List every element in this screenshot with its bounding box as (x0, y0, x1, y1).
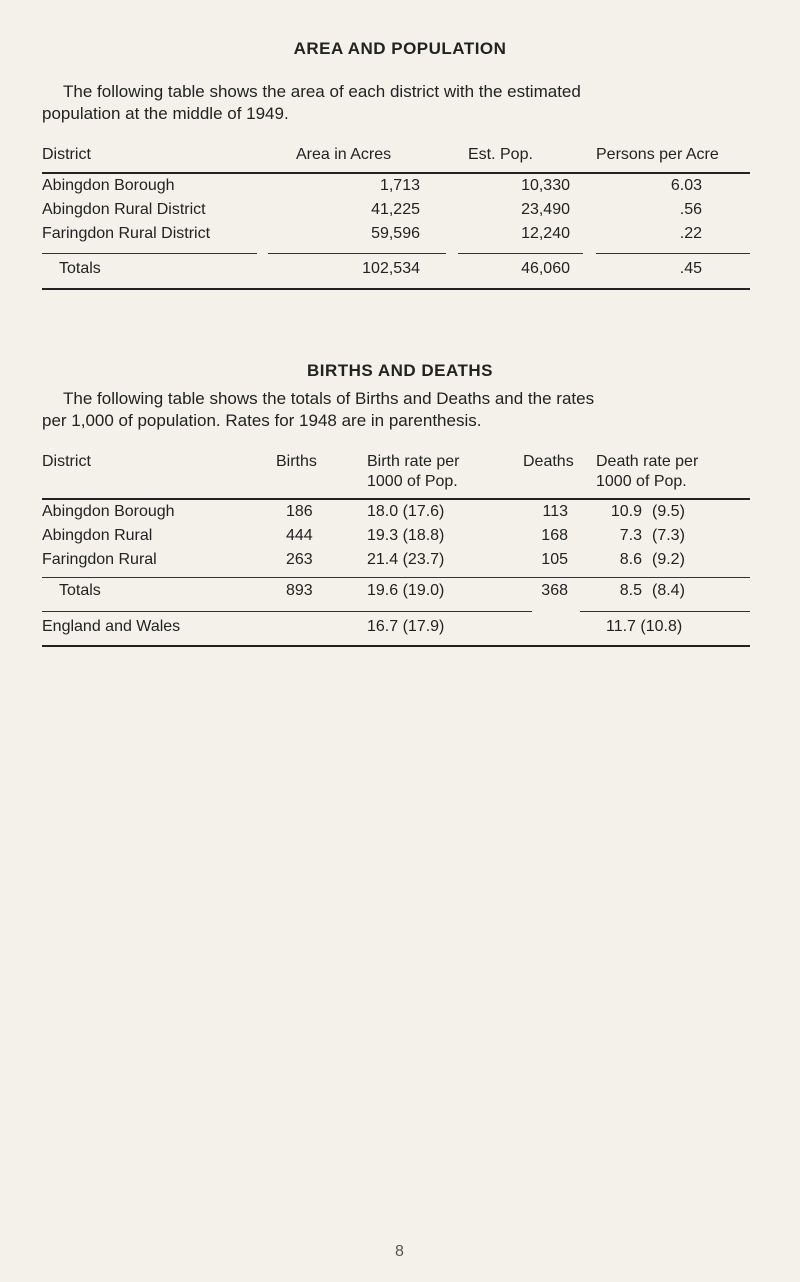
births-header-birth-rate-2: 1000 of Pop. (367, 473, 458, 490)
death-rate-prev: (9.2) (652, 551, 685, 568)
death-rate-prev: (7.3) (652, 527, 685, 544)
totals-label: Totals (59, 582, 101, 599)
births-intro-line-1: The following table shows the totals of Births and Deaths and the rates (63, 389, 595, 408)
area-header-persons: Persons per Acre (596, 146, 719, 163)
district-name: Faringdon Rural (42, 551, 157, 568)
est-pop: 23,490 (521, 201, 570, 218)
births-intro-line-2: per 1,000 of population. Rates for 1948 are in parenthesis. (42, 411, 482, 430)
births-bottom-rule (42, 645, 750, 647)
england-rule (580, 611, 750, 612)
totals-births: 893 (286, 582, 313, 599)
death-rate: 8.6 (619, 551, 642, 568)
district-name: Faringdon Rural District (42, 225, 211, 242)
england-death-rate: 11.7 (10.8) (606, 618, 683, 635)
death-rate: 7.3 (619, 527, 642, 544)
births-totals-rule (42, 577, 750, 578)
area-totals-rule (268, 253, 446, 254)
deaths-count: 113 (542, 503, 568, 520)
district-name: Abingdon Borough (42, 503, 175, 520)
england-birth-rate: 16.7 (17.9) (367, 618, 445, 635)
deaths-count: 168 (541, 527, 568, 544)
totals-area: 102,534 (362, 260, 420, 277)
totals-label: Totals (59, 260, 101, 277)
district-name: Abingdon Borough (42, 177, 175, 194)
births-header-district: District (42, 453, 91, 470)
totals-birth-rate: 19.6 (19.0) (367, 582, 445, 599)
page-number: 8 (395, 1243, 404, 1260)
area-population-title: AREA AND POPULATION (293, 39, 507, 58)
births-header-deaths: Deaths (523, 453, 574, 470)
births-header-births: Births (276, 453, 317, 470)
persons-per-acre: .22 (679, 225, 702, 242)
district-name: Abingdon Rural (42, 527, 153, 544)
birth-rate: 18.0 (17.6) (367, 503, 445, 520)
birth-rate: 19.3 (18.8) (367, 527, 445, 544)
persons-per-acre: .56 (679, 201, 702, 218)
births-count: 186 (286, 503, 313, 520)
england-rule (42, 611, 532, 612)
area-intro-line-1: The following table shows the area of each district with the estimated (63, 82, 581, 101)
persons-per-acre: 6.03 (670, 177, 702, 194)
area-header-rule (42, 172, 750, 174)
births-header-birth-rate-1: Birth rate per (367, 453, 460, 470)
district-name: Abingdon Rural District (42, 201, 206, 218)
birth-rate: 21.4 (23.7) (367, 551, 445, 568)
totals-persons: .45 (679, 260, 702, 277)
area-acres: 41,225 (371, 201, 420, 218)
area-header-pop: Est. Pop. (468, 146, 533, 163)
area-intro-line-2: population at the middle of 1949. (42, 104, 289, 123)
area-header-area: Area in Acres (296, 146, 392, 163)
area-acres: 59,596 (371, 225, 420, 242)
area-acres: 1,713 (379, 177, 420, 194)
totals-death-rate: 8.5 (619, 582, 642, 599)
births-header-rule (42, 498, 750, 500)
deaths-count: 105 (541, 551, 568, 568)
area-header-district: District (42, 146, 91, 163)
totals-deaths: 368 (541, 582, 568, 599)
area-totals-rule (596, 253, 750, 254)
births-count: 263 (286, 551, 313, 568)
area-bottom-rule (42, 288, 750, 290)
births-header-death-rate-1: Death rate per (596, 453, 699, 470)
england-wales-label: England and Wales (42, 618, 181, 635)
death-rate-prev: (9.5) (652, 503, 685, 520)
area-totals-rule (42, 253, 257, 254)
est-pop: 10,330 (521, 177, 570, 194)
births-header-death-rate-2: 1000 of Pop. (596, 473, 687, 490)
births-deaths-title: BIRTHS AND DEATHS (306, 361, 494, 380)
births-count: 444 (286, 527, 313, 544)
est-pop: 12,240 (521, 225, 570, 242)
death-rate: 10.9 (610, 503, 642, 520)
totals-pop: 46,060 (521, 260, 570, 277)
totals-death-rate-prev: (8.4) (652, 582, 685, 599)
area-totals-rule (458, 253, 583, 254)
